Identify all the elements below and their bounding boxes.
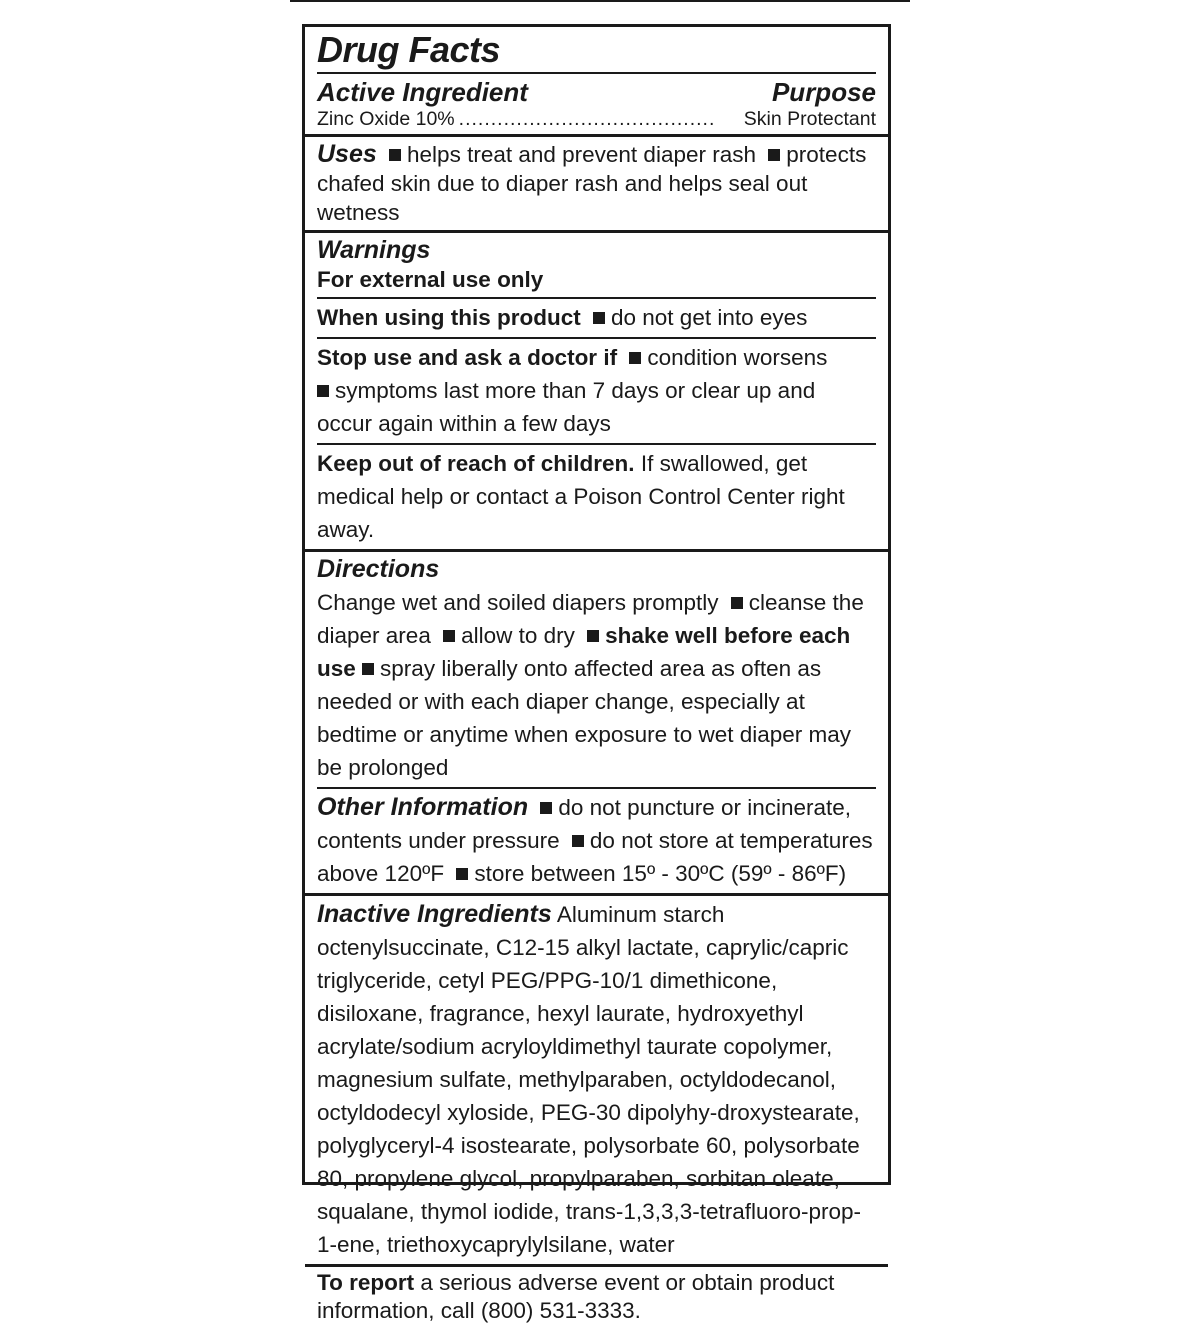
other-information-item: store between 15º - 30ºC (59º - 86ºF) [474,861,847,886]
leader-dots: ........................................ [458,108,716,130]
uses-item: protects chafed skin due to diaper rash and helps seal out wetness [317,142,867,225]
report-lead: To report [317,1270,415,1295]
bullet-icon [456,868,468,880]
stop-use-item: condition worsens [647,345,828,370]
active-ingredient-header [317,78,876,106]
purpose-heading: Purpose [771,77,876,107]
bullet-icon [629,352,641,364]
warnings-heading: Warnings [317,236,431,264]
active-ingredient-name: Zinc Oxide 10% [317,108,455,130]
bullet-icon [731,597,743,609]
directions-heading: Directions [317,555,440,583]
when-using-item: do not get into eyes [611,305,808,330]
bullet-icon [362,663,374,675]
divider [317,72,876,74]
directions-item: cleanse the diaper area [317,590,864,648]
inactive-ingredients-section [317,896,876,1264]
directions-item: shake well before each use [317,623,851,681]
bullet-icon [587,630,599,642]
active-ingredient-purpose: Skin Protectant [743,108,876,130]
external-use-text: For external use only [317,267,544,292]
keep-out-lead: Keep out of reach of children. [317,451,635,476]
uses-heading: Uses [317,140,377,168]
page-title: Drug Facts [317,29,501,70]
when-using-section [317,299,876,337]
directions-item: spray liberally onto affected area as often as needed or with each diaper change, especially at bedtime or anytime when exposure to wet diaper may be prolonged [317,656,852,780]
active-ingredient-row [317,106,876,134]
drug-facts-panel [302,24,891,1323]
bullet-icon [540,802,552,814]
active-ingredient-heading: Active Ingredient [317,77,528,107]
bullet-icon [768,149,780,161]
bullet-icon [593,312,605,324]
directions-item: Change wet and soiled diapers promptly [317,590,719,615]
stop-use-item: symptoms last more than 7 days or clear up and occur again within a few days [317,378,816,436]
bullet-icon [443,630,455,642]
top-divider [290,0,910,2]
uses-item: helps treat and prevent diaper rash [407,142,757,167]
bullet-icon [389,149,401,161]
other-information-item: do not store at temperatures above 120ºF [317,828,873,886]
inactive-ingredients-text: Aluminum starch octenylsuccinate, C12-15 alkyl lactate, caprylic/capric triglyceride, cetyl PEG/PPG-10/1 dimethicone, disiloxane, fragrance, hexyl laurate, hydroxyethyl acrylate/sodium acryloyldimethyl taurate copolymer, magnesium sulfate, methylparaben, octyldodecanol, octyldodecyl xyloside, PEG-30 dipolyhy-droxystearate, polyglyceryl-4 isostearate, polysorbate 60, polysorbate 80, propylene glycol, propylparaben, sorbitan oleate, squalane, thymol iodide, trans-1,3,3,3-tetrafluoro-prop-1-ene, triethoxycaprylylsilane, water [317,902,862,1257]
report-text: a serious adverse event or obtain product information, call (800) 531-3333. [317,1270,835,1323]
report-section [317,1267,876,1328]
directions-item: allow to dry [461,623,575,648]
other-information-heading: Other Information [317,793,529,821]
uses-section [317,137,876,230]
bullet-icon [572,835,584,847]
keep-out-text: If swallowed, get medical help or contact a Poison Control Center right away. [317,451,845,542]
keep-out-section [317,445,876,549]
warnings-section [317,233,876,297]
stop-use-section [317,339,876,443]
bullet-icon [317,385,329,397]
stop-use-lead: Stop use and ask a doctor if [317,345,618,370]
directions-section [317,552,876,787]
when-using-lead: When using this product [317,305,581,330]
other-information-section [317,789,876,893]
inactive-ingredients-heading: Inactive Ingredients [317,900,552,928]
other-information-item: do not puncture or incinerate, contents under pressure [317,795,852,853]
